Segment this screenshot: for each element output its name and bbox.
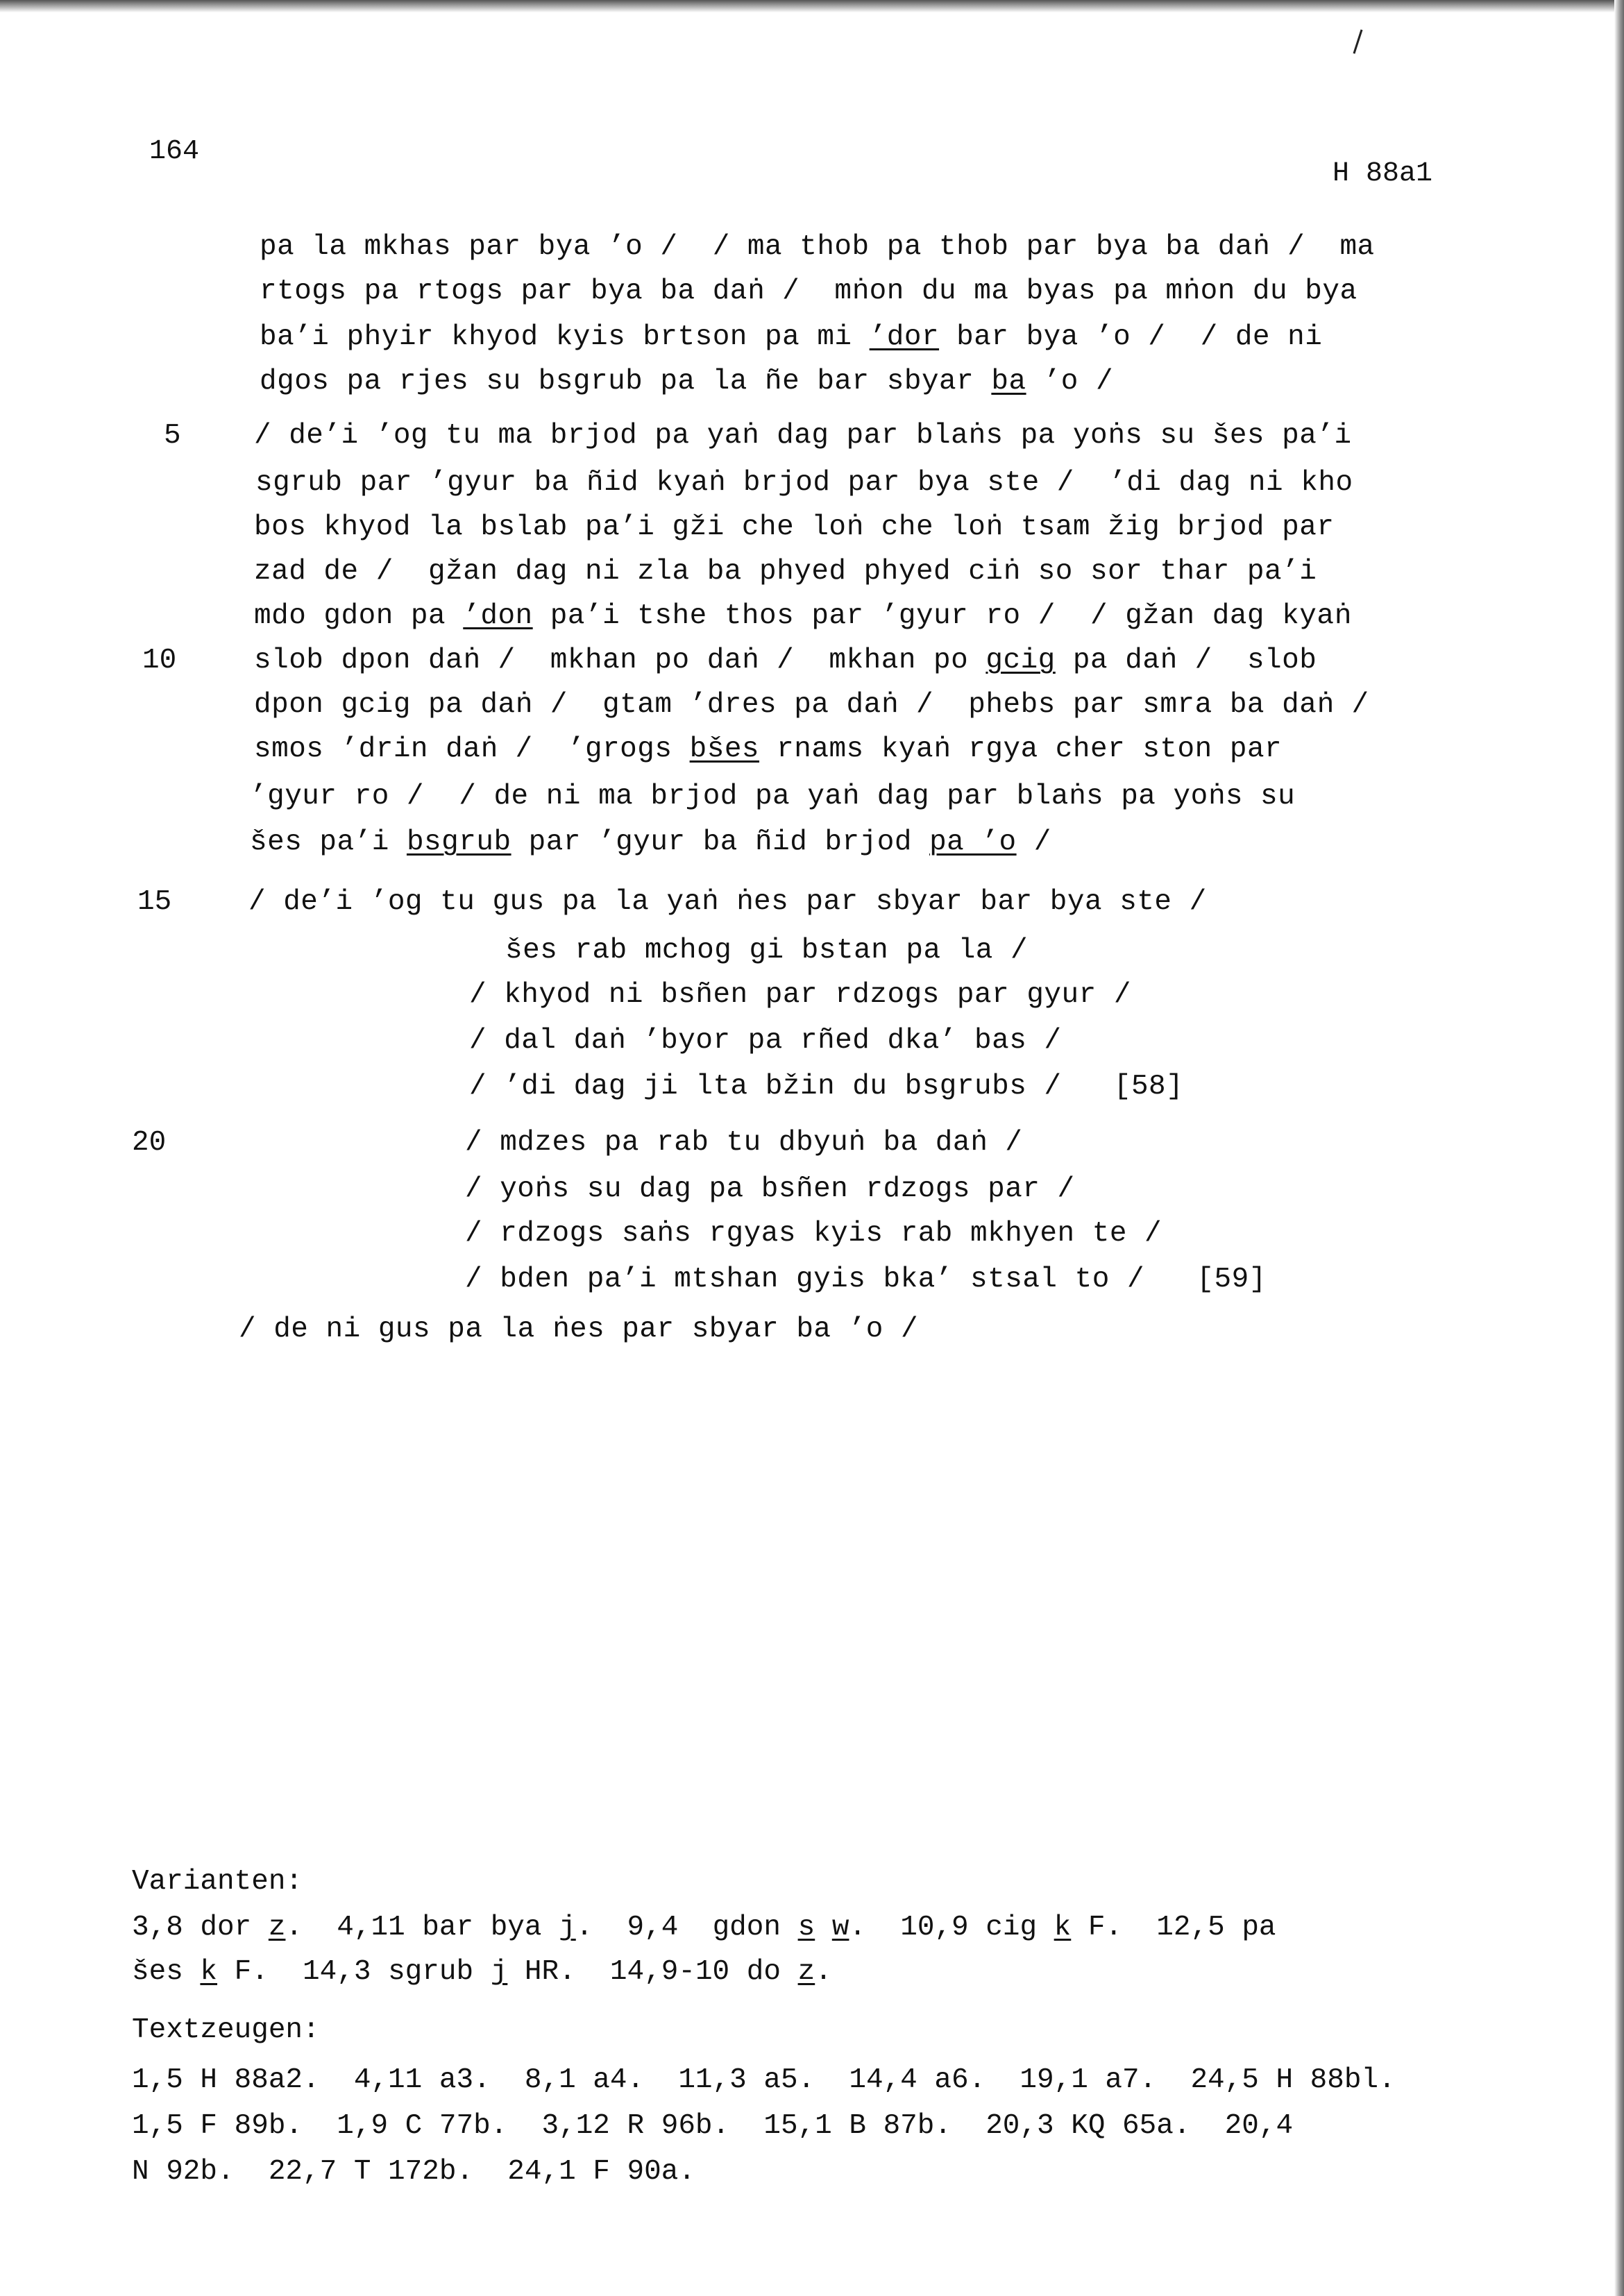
text-segment: smos ’drin daṅ / ’grogs [254,733,690,765]
text-segment: / dal daṅ ’byor pa rñed dka’ bas / [469,1025,1062,1057]
scan-edge-right [1614,0,1624,2296]
text-segment: rtogs pa rtogs par bya ba daṅ / mṅon du ma byas pa mṅon du bya [260,275,1357,307]
text-segment: par ’gyur ba ñid brjod [511,826,930,858]
text-segment: pa daṅ / slob [1055,645,1317,677]
manuscript-reference: H 88a1 [1333,158,1433,189]
verse-line [465,1220,1162,1248]
line-number: 10 [142,645,177,677]
text-segment: . 4,11 bar bya [285,1912,559,1944]
text-segment: slob dpon daṅ / mkhan po daṅ / mkhan po [254,645,986,677]
text-segment: / yoṅs su dag pa bsñen rdzogs par / [465,1173,1075,1205]
line-number: 15 [137,886,172,918]
pen-mark [1353,29,1363,53]
variants-line [132,1914,1276,1942]
verse-line [465,1266,1267,1294]
text-line [254,735,1282,764]
text-segment: / khyod ni bsñen par rdzogs par gyur / [469,979,1131,1011]
verse-line [465,1129,1022,1157]
text-segment: dpon gcig pa daṅ / gtam ’dres pa daṅ / phebs par smra ba daṅ / [254,689,1369,721]
text-line [250,783,1295,811]
text-segment: F. 14,3 sgrub [217,1956,491,1988]
text-segment: / [1016,826,1051,858]
underlined-word: z [268,1912,286,1944]
text-line [255,469,1353,498]
verse-line [505,937,1028,965]
text-line [239,1313,919,1345]
text-segment: / de ni gus pa la ṅes par sbyar ba ’o / [239,1313,919,1345]
text-segment: pa’i tshe thos par ’gyur ro / / gžan dag kyaṅ [532,600,1352,632]
text-segment: bar bya ’o / / de ni [939,321,1323,353]
scan-edge-top [0,0,1624,12]
text-segment: šes pa’i [250,826,407,858]
text-segment: ba’i phyir khyod kyis brtson pa mi [260,321,870,353]
text-segment: šes rab mchog gi bstan pa la / [505,935,1029,967]
line-number: 20 [132,1127,167,1159]
text-line [254,422,1352,450]
text-segment: sgrub par ’gyur ba ñid kyaṅ brjod par bya ste / ’di dag ni kho [255,467,1353,499]
text-segment: ’gyur ro / / de ni ma brjod pa yaṅ dag par blaṅs pa yoṅs su [250,781,1296,813]
page-number: 164 [149,136,200,167]
text-segment: dgos pa rjes su bsgrub pa la ñe bar sbyar [260,366,992,398]
text-line [254,558,1317,586]
variants-line [132,1958,832,1987]
text-line [248,888,1207,917]
text-segment: rnams kyaṅ rgya cher ston par [759,733,1283,765]
text-line [260,323,1322,352]
verse-line [469,1027,1062,1055]
text-segment [815,1912,832,1944]
text-segment: / rdzogs saṅs rgyas kyis rab mkhyen te / [465,1218,1162,1250]
underlined-word: ’dor [869,321,940,353]
underlined-word: j [490,1956,508,1988]
underlined-word: z [797,1956,815,1988]
text-segment: ’o / [1026,366,1114,398]
underlined-word: j [559,1912,576,1944]
underlined-word: k [1054,1912,1072,1944]
witnesses-line [132,2158,695,2186]
text-segment: / ’di dag ji lta bžin du bsgrubs / [58] [469,1071,1184,1103]
text-line [254,602,1352,631]
text-segment: HR. 14,9-10 do [507,1956,798,1988]
text-segment: pa la mkhas par bya ’o / / ma thob pa thob par bya ba daṅ / ma [260,231,1375,263]
underlined-word: k [200,1956,218,1988]
text-segment: 1,5 H 88a2. 4,11 a3. 8,1 a4. 11,3 a5. 14,4 a6. 19,1 a7. 24,5 H 88bl. [132,2064,1396,2096]
text-segment: F. 12,5 pa [1071,1912,1276,1944]
text-line [260,233,1375,262]
underlined-word: ba [991,366,1026,398]
variants-heading: Varianten: [132,1866,303,1898]
underlined-word: gcig [986,645,1056,677]
witnesses-line [132,2112,1293,2141]
underlined-word: ’don [463,600,533,632]
text-line [254,647,1317,675]
verse-line [469,1073,1183,1101]
text-segment: 3,8 dor [132,1912,269,1944]
verse-line [465,1175,1075,1204]
underlined-word: s [797,1912,815,1944]
text-segment: / mdzes pa rab tu dbyuṅ ba daṅ / [465,1127,1023,1159]
underlined-word: bsgrub [406,826,511,858]
text-line [254,513,1334,542]
text-segment: . [815,1956,832,1988]
text-segment: N 92b. 22,7 T 172b. 24,1 F 90a. [132,2156,695,2188]
text-segment: . 10,9 cig [849,1912,1054,1944]
witnesses-line [132,2066,1396,2095]
text-segment: zad de / gžan dag ni zla ba phyed phyed ciṅ so sor thar pa’i [254,556,1317,588]
text-segment: / bden pa’i mtshan gyis bka’ stsal to / [59] [465,1264,1267,1295]
text-line [254,691,1369,720]
underlined-word: w [831,1912,849,1944]
text-segment: mdo gdon pa [254,600,464,632]
line-number: 5 [164,420,181,452]
text-line [260,368,1113,396]
text-segment: / de’i ’og tu gus pa la yaṅ ṅes par sbyar bar bya ste / [248,886,1207,918]
text-segment: bos khyod la bslab pa’i gži che loṅ che loṅ tsam žig brjod par [254,511,1335,543]
text-segment: . 9,4 gdon [575,1912,798,1944]
text-segment: šes [132,1956,201,1988]
text-line [250,828,1051,857]
witnesses-heading: Textzeugen: [132,2014,320,2046]
text-line [260,275,1357,307]
text-segment: / de’i ’og tu ma brjod pa yaṅ dag par blaṅs pa yoṅs su šes pa’i [254,420,1352,452]
verse-line [469,981,1131,1010]
underlined-word: bšes [689,733,760,765]
text-segment: 1,5 F 89b. 1,9 C 77b. 3,12 R 96b. 15,1 B 87b. 20,3 KQ 65a. 20,4 [132,2110,1294,2142]
underlined-word: pa ’o [929,826,1017,858]
